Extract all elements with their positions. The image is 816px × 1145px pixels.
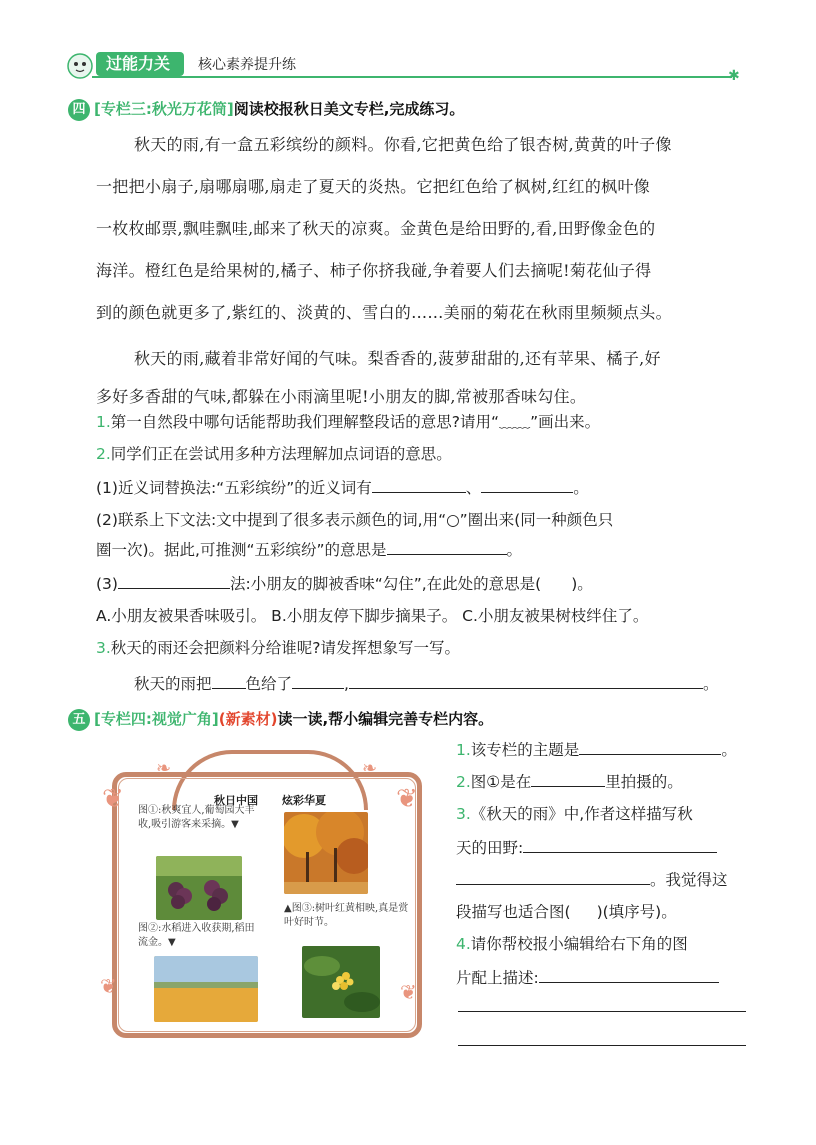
answer-blank[interactable] <box>292 673 344 689</box>
passage-line: 一枚枚邮票,飘哇飘哇,邮来了秋天的凉爽。金黄色是给田野的,看,田野像金色的 <box>96 219 656 238</box>
question-5-3a: 3.《秋天的雨》中,作者这样描写秋 <box>456 805 693 823</box>
header-rule <box>92 76 732 78</box>
autumn-trees-photo <box>284 812 368 894</box>
answer-blank[interactable] <box>458 1030 746 1046</box>
header-tag: 过能力关 <box>96 52 184 76</box>
bracket-close: ] <box>226 100 234 118</box>
header-subtitle: 核心素养提升练 <box>198 57 296 73</box>
section-4-title <box>68 98 464 121</box>
question-5-1: 1.该专栏的主题是 。 <box>456 741 737 759</box>
question-5-2: 2.图①是在 里拍摄的。 <box>456 773 683 791</box>
caption-1: 图①:秋爽宜人,葡萄园大丰收,吸引游客来采摘。▼ <box>138 805 255 830</box>
question-5-3c: 。我觉得这 <box>456 868 728 892</box>
passage-line: 秋天的雨,有一盒五彩缤纷的颜料。你看,它把黄色给了银杏树,黄黄的叶子像 <box>134 135 672 154</box>
answer-blank[interactable] <box>212 673 246 689</box>
collage-title-left: 秋日中国 <box>214 794 258 807</box>
passage-paragraph-1 <box>96 124 750 334</box>
question-4-2-2a: (2)联系上下文法:文中提到了很多表示颜色的词,用“○”圈出来(同一种颜色只 <box>96 511 614 529</box>
photo-collage <box>100 744 430 1044</box>
answer-blank[interactable] <box>349 673 703 689</box>
star-icon: ✱ <box>728 68 740 84</box>
answer-blank[interactable] <box>118 573 230 589</box>
section-5-number: 五 <box>68 709 90 731</box>
caption-2: 图②:水稻进入收获期,稻田流金。▼ <box>138 923 255 948</box>
leaf-icon: ❦ <box>400 980 417 1004</box>
section-5-title <box>68 708 493 731</box>
column-name: 专栏三:秋光万花筒 <box>100 100 227 118</box>
section-4-number: 四 <box>68 99 90 121</box>
question-4-1: 1.第一自然段中哪句话能帮助我们理解整段话的意思?请用“﹏﹏”画出来。 <box>96 413 601 431</box>
question-4-2-options: A.小朋友被果香味吸引。 B.小朋友停下脚步摘果子。 C.小朋友被果树枝绊住了。 <box>96 607 649 625</box>
passage-line: 到的颜色就更多了,紫红的、淡黄的、雪白的……美丽的菊花在秋雨里频频点头。 <box>96 303 672 322</box>
page-header <box>62 46 762 82</box>
question-5-3b: 天的田野: <box>456 836 717 860</box>
leaf-icon: ❧ <box>156 758 172 779</box>
answer-blank[interactable] <box>523 837 717 853</box>
question-5-4a: 4.请你帮校报小编辑给右下角的图 <box>456 935 688 953</box>
answer-blank[interactable] <box>481 477 573 493</box>
question-5-4b: 片配上描述: <box>456 966 719 990</box>
column-name: 专栏四:视觉广角 <box>100 710 212 728</box>
question-4-3: 3.秋天的雨还会把颜料分给谁呢?请发挥想象写一写。 <box>96 639 461 657</box>
passage-line: 一把把小扇子,扇哪扇哪,扇走了夏天的炎热。它把红色给了枫树,红红的枫叶像 <box>96 177 651 196</box>
question-4-2-3: (3) 法:小朋友的脚被香味“勾住”,在此处的意思是( )。 <box>96 575 593 593</box>
wavy-line-mark: ﹏﹏ <box>499 413 531 431</box>
leaf-icon: ❧ <box>362 758 378 779</box>
passage-line: 多好多香甜的气味,都躲在小雨滴里呢!小朋友的脚,常被那香味勾住。 <box>96 387 587 406</box>
bracket-open: [ <box>94 100 101 118</box>
passage-line: 秋天的雨,藏着非常好闻的气味。梨香香的,菠萝甜甜的,还有苹果、橘子,好 <box>134 349 661 368</box>
collage-title-right: 炫彩华夏 <box>282 794 326 807</box>
section-5-instruction: 读一读,帮小编辑完善专栏内容。 <box>277 710 494 728</box>
leaf-icon: ❦ <box>100 974 117 998</box>
rice-field-photo <box>154 956 258 1022</box>
grapes-photo <box>156 856 242 920</box>
caption-3: ▲图③:树叶红黄相映,真是赏叶好时节。 <box>284 903 409 928</box>
question-4-3-answer: 秋天的雨把 色给了 , 。 <box>134 675 719 693</box>
answer-blank[interactable] <box>387 539 507 555</box>
passage-line: 海洋。橙红色是给果树的,橘子、柿子你挤我碰,争着要人们去摘呢!菊花仙子得 <box>96 261 652 280</box>
section-4-instruction: 阅读校报秋日美文专栏,完成练习。 <box>233 100 465 118</box>
bracket-close: ] <box>211 710 219 728</box>
flower-photo <box>302 946 380 1018</box>
bracket-open: [ <box>94 710 101 728</box>
answer-blank[interactable] <box>579 739 721 755</box>
question-4-2-2b: 圈一次)。据此,可推测“五彩缤纷”的意思是 。 <box>96 541 523 559</box>
question-5-3d: 段描写也适合图( )(填序号)。 <box>456 903 677 921</box>
question-4-2-1: (1)近义词替换法:“五彩缤纷”的近义词有 、 。 <box>96 479 589 497</box>
answer-blank[interactable] <box>458 996 746 1012</box>
answer-blank[interactable] <box>372 477 466 493</box>
answer-blank[interactable] <box>539 967 719 983</box>
passage-paragraph-2 <box>96 340 750 416</box>
leaf-icon: ❦ <box>102 784 124 814</box>
question-4-2: 2.同学们正在尝试用多种方法理解加点词语的意思。 <box>96 445 452 463</box>
answer-blank[interactable] <box>531 771 605 787</box>
leaf-icon: ❦ <box>396 784 418 814</box>
answer-blank[interactable] <box>456 869 650 885</box>
new-material-tag: (新素材) <box>218 710 278 728</box>
